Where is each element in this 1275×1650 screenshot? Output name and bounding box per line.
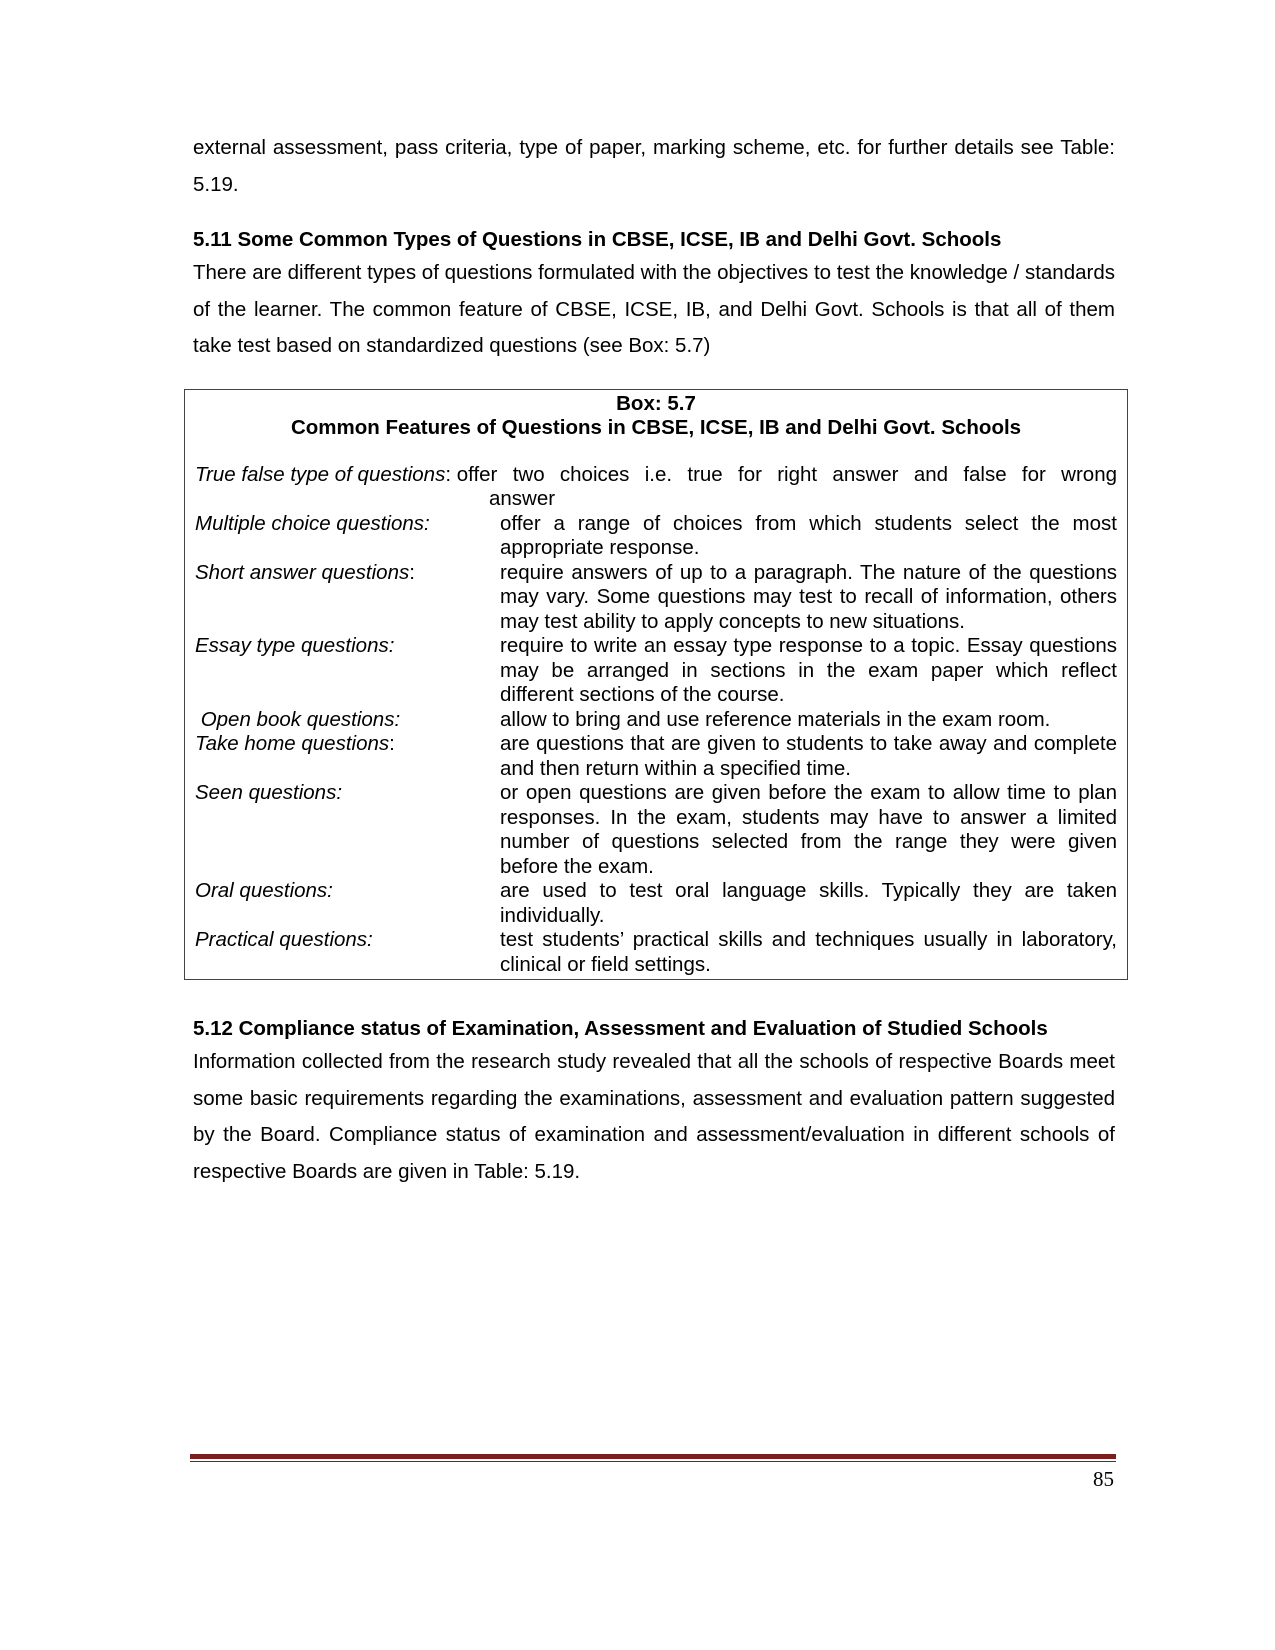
footer-rule <box>190 1454 1116 1462</box>
section-5-12-paragraph: Information collected from the research study revealed that all the schools of respective Boards meet some basic requirements regarding the examinations, assessment and evaluation pattern suggested by the Board. Compliance status of examination and assessment/evaluation in different schools of respective Boards are given in Table: 5.19. <box>193 1050 1115 1183</box>
box-item-essay <box>195 634 1117 708</box>
box-item-take-home <box>195 732 1117 781</box>
box-item-desc: test students’ practical skills and techniques usually in laboratory, clinical or field settings. <box>500 928 1117 976</box>
box-item-practical <box>195 928 1117 977</box>
box-item-desc: are used to test oral language skills. Typically they are taken individually. <box>500 879 1117 927</box>
box-spacer <box>195 441 1117 463</box>
box-item-open-book <box>195 708 1117 733</box>
box-item-desc: are questions that are given to students to take away and complete and then return within a specified time. <box>500 732 1117 780</box>
section-5-11-heading: 5.11 Some Common Types of Questions in CBSE, ICSE, IB and Delhi Govt. Schools <box>193 228 1002 251</box>
box-item-desc: require to write an essay type response to a topic. Essay questions may be arranged in sections in the exam paper which reflect different sections of the course. <box>500 634 1117 706</box>
intro-paragraph: external assessment, pass criteria, type of paper, marking scheme, etc. for further details see Table: 5.19. <box>193 136 1115 196</box>
footer-rule-thin <box>190 1461 1116 1462</box>
box-5-7 <box>184 389 1128 981</box>
box-item-term: True false type of questions: <box>195 462 452 486</box>
section-5-12-heading: 5.12 Compliance status of Examination, Assessment and Evaluation of Studied Schools <box>193 1017 1048 1040</box>
box-item-desc: offer two choices i.e. true for right answer and false for wrong <box>456 462 1117 486</box>
box-item-term: Oral questions: <box>195 879 333 902</box>
box-title: Common Features of Questions in CBSE, ICSE, IB and Delhi Govt. Schools <box>290 416 1022 439</box>
box-item-seen <box>195 781 1117 879</box>
box-item-term: Short answer questions: <box>195 560 415 584</box>
section-5-11-paragraph: There are different types of questions formulated with the objectives to test the knowledge / standards of the learner. The common feature of CBSE, ICSE, IB, and Delhi Govt. Schools is that all of them take test based on standardized questions (see Box: 5.7) <box>193 261 1115 357</box>
box-item-term: Seen questions: <box>195 781 343 804</box>
box-item-term: Multiple choice questions: <box>195 511 430 535</box>
page-content <box>193 130 1115 1190</box>
box-item-true-false <box>195 463 1117 512</box>
box-item-desc-continued: answer <box>489 487 556 510</box>
box-item-term: Practical questions: <box>195 928 373 951</box>
box-item-term: Take home questions: <box>195 732 395 755</box>
box-item-desc: require answers of up to a paragraph. The nature of the questions may vary. Some questions may test to recall of information, others may test ability to apply concepts to new situations. <box>500 560 1117 633</box>
page-number: 85 <box>1093 1467 1114 1491</box>
box-item-short-answer <box>195 561 1117 635</box>
box-label: Box: 5.7 <box>616 391 696 415</box>
box-item-desc: offer a range of choices from which students select the most appropriate response. <box>500 511 1117 559</box>
box-item-term: Open book questions: <box>195 707 401 731</box>
box-item-term: Essay type questions: <box>195 634 395 657</box>
box-item-oral <box>195 879 1117 928</box>
box-item-desc: allow to bring and use reference materials in the exam room. <box>500 707 1051 731</box>
box-item-desc: or open questions are given before the exam to allow time to plan responses. In the exam, students may have to answer a limited number of questions selected from the range they were given before the exam. <box>500 781 1117 878</box>
box-item-multiple-choice <box>195 512 1117 561</box>
